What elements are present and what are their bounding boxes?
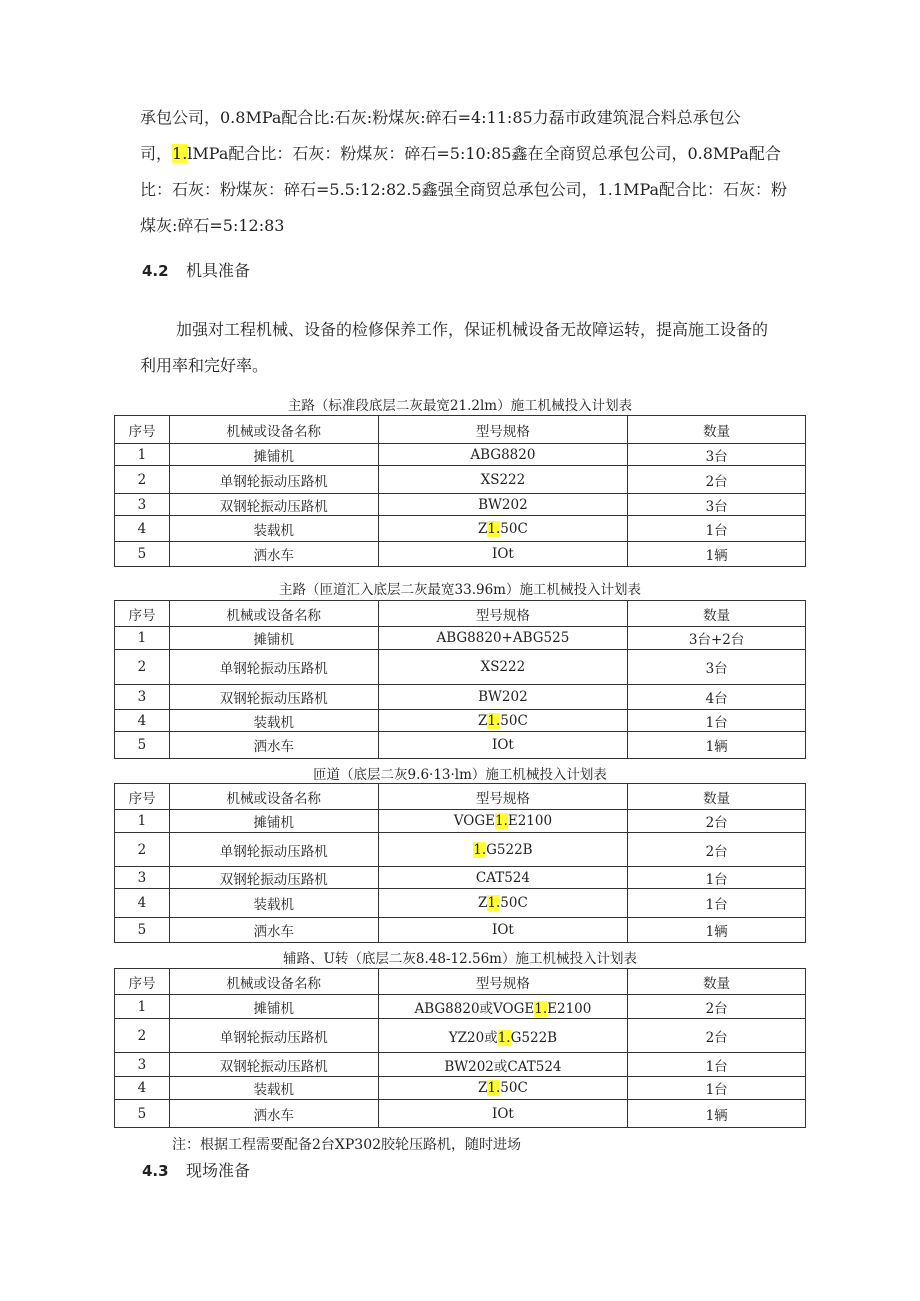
header-model: 型号规格 xyxy=(378,601,628,627)
cell-seq: 1 xyxy=(115,810,170,833)
table-caption: 主路（标准段底层二灰最宽21.2lm）施工机械投入计划表 xyxy=(287,398,633,414)
cell-quantity: 3台+2台 xyxy=(628,627,806,650)
cell-seq: 2 xyxy=(115,466,170,494)
cell-equipment: 单钢轮振动压路机 xyxy=(169,833,378,867)
cell-model: IOt xyxy=(378,918,628,943)
table-row xyxy=(115,867,806,889)
cell-model: XS222 xyxy=(378,650,628,685)
highlight-mark: 1. xyxy=(497,1029,511,1046)
cell-seq: 5 xyxy=(115,918,170,943)
section-heading-4-2 xyxy=(142,258,250,281)
intro-paragraph xyxy=(140,100,812,244)
intro-line-1: 承包公司，0.8MPa配合比:石灰:粉煤灰:碎石=4:11:85力磊市政建筑混合料总承包公 xyxy=(140,108,741,127)
header-qty: 数量 xyxy=(628,969,806,995)
table-header-row xyxy=(115,416,806,444)
table-row xyxy=(115,732,806,759)
cell-seq: 5 xyxy=(115,1100,170,1128)
table-row xyxy=(115,542,806,567)
cell-equipment: 单钢轮振动压路机 xyxy=(169,466,378,494)
highlight-mark: 1. xyxy=(487,895,501,911)
highlight-mark: 1. xyxy=(494,813,508,829)
header-model: 型号规格 xyxy=(378,416,628,444)
table-header-row xyxy=(115,784,806,810)
cell-seq: 2 xyxy=(115,1019,170,1053)
section-title: 机具准备 xyxy=(186,261,251,280)
cell-seq: 1 xyxy=(115,995,170,1019)
cell-seq: 3 xyxy=(115,867,170,889)
equipment-table xyxy=(114,783,806,943)
intro-line-3: 比：石灰：粉煤灰：碎石=5.5:12:82.5鑫强全商贸总承包公司，1.1MPa配合比：石灰：粉 xyxy=(140,180,788,199)
cell-model: ABG8820或VOGE1.E2100 xyxy=(378,995,628,1019)
table-row xyxy=(115,466,806,494)
cell-seq: 1 xyxy=(115,444,170,466)
cell-seq: 4 xyxy=(115,1077,170,1100)
header-model: 型号规格 xyxy=(378,784,628,810)
table-row xyxy=(115,516,806,542)
cell-quantity: 3台 xyxy=(628,444,806,466)
cell-quantity: 4台 xyxy=(628,685,806,710)
table-caption: 辅路、U转（底层二灰8.48-12.56m）施工机械投入计划表 xyxy=(283,951,637,967)
cell-model: IOt xyxy=(378,732,628,759)
machine-line-1: 加强对工程机械、设备的检修保养工作，保证机械设备无故障运转，提高施工设备的 xyxy=(176,320,769,339)
cell-equipment: 洒水车 xyxy=(169,918,378,943)
table-row xyxy=(115,1053,806,1077)
cell-quantity: 2台 xyxy=(628,1019,806,1053)
header-qty: 数量 xyxy=(628,601,806,627)
cell-seq: 5 xyxy=(115,542,170,567)
header-seq: 序号 xyxy=(115,601,170,627)
cell-equipment: 洒水车 xyxy=(169,1100,378,1128)
section-number: 4.3 xyxy=(142,1162,169,1180)
header-seq: 序号 xyxy=(115,784,170,810)
cell-quantity: 1台 xyxy=(628,710,806,732)
cell-model: BW202 xyxy=(378,685,628,710)
cell-equipment: 装载机 xyxy=(169,889,378,918)
cell-equipment: 洒水车 xyxy=(169,542,378,567)
cell-equipment: 双钢轮振动压路机 xyxy=(169,1053,378,1077)
header-name: 机械或设备名称 xyxy=(169,416,378,444)
table-row xyxy=(115,833,806,867)
table-row xyxy=(115,995,806,1019)
equipment-table xyxy=(114,968,806,1128)
header-seq: 序号 xyxy=(115,416,170,444)
table-header-row xyxy=(115,969,806,995)
cell-quantity: 2台 xyxy=(628,466,806,494)
cell-equipment: 装载机 xyxy=(169,516,378,542)
table-header-row xyxy=(115,601,806,627)
highlight-mark: 1. xyxy=(534,1000,548,1017)
table-row xyxy=(115,650,806,685)
equipment-table xyxy=(114,415,806,567)
section-heading-4-3 xyxy=(142,1158,250,1181)
table-row xyxy=(115,444,806,466)
cell-quantity: 1台 xyxy=(628,1053,806,1077)
cell-quantity: 1台 xyxy=(628,867,806,889)
cell-equipment: 双钢轮振动压路机 xyxy=(169,867,378,889)
cell-quantity: 1台 xyxy=(628,516,806,542)
cell-model: XS222 xyxy=(378,466,628,494)
machine-line-2: 利用率和完好率。 xyxy=(140,356,269,375)
cell-quantity: 2台 xyxy=(628,810,806,833)
highlight-mark: 1. xyxy=(473,841,487,858)
table-row xyxy=(115,685,806,710)
cell-equipment: 双钢轮振动压路机 xyxy=(169,494,378,516)
cell-seq: 3 xyxy=(115,494,170,516)
table-note: 注：根据工程需要配备2台XP302胶轮压路机，随时进场 xyxy=(172,1137,522,1153)
cell-model: IOt xyxy=(378,1100,628,1128)
cell-seq: 1 xyxy=(115,627,170,650)
table-row xyxy=(115,627,806,650)
table-row xyxy=(115,494,806,516)
table-row xyxy=(115,889,806,918)
cell-quantity: 1台 xyxy=(628,1077,806,1100)
section-number: 4.2 xyxy=(142,262,169,280)
cell-seq: 5 xyxy=(115,732,170,759)
cell-model: Z1.50C xyxy=(378,710,628,732)
cell-equipment: 双钢轮振动压路机 xyxy=(169,685,378,710)
cell-model: Z1.50C xyxy=(378,889,628,918)
table-row xyxy=(115,710,806,732)
cell-seq: 4 xyxy=(115,516,170,542)
table-caption: 主路（匝道汇入底层二灰最宽33.96m）施工机械投入计划表 xyxy=(279,582,641,598)
table-row xyxy=(115,918,806,943)
cell-equipment: 摊铺机 xyxy=(169,995,378,1019)
cell-equipment: 装载机 xyxy=(169,1077,378,1100)
cell-quantity: 1辆 xyxy=(628,542,806,567)
cell-seq: 3 xyxy=(115,1053,170,1077)
machine-paragraph xyxy=(140,312,812,384)
highlight-mark: 1. xyxy=(487,712,501,729)
table-caption: 匝道（底层二灰9.6·13·lm）施工机械投入计划表 xyxy=(313,767,607,783)
cell-equipment: 单钢轮振动压路机 xyxy=(169,650,378,685)
header-qty: 数量 xyxy=(628,416,806,444)
equipment-table xyxy=(114,600,806,759)
cell-model: BW202 xyxy=(378,494,628,516)
cell-seq: 2 xyxy=(115,833,170,867)
cell-quantity: 2台 xyxy=(628,995,806,1019)
cell-seq: 2 xyxy=(115,650,170,685)
cell-seq: 4 xyxy=(115,889,170,918)
cell-quantity: 1辆 xyxy=(628,732,806,759)
highlight-mark: 1. xyxy=(172,144,188,163)
header-model: 型号规格 xyxy=(378,969,628,995)
cell-model: Z1.50C xyxy=(378,1077,628,1100)
cell-equipment: 摊铺机 xyxy=(169,627,378,650)
cell-quantity: 3台 xyxy=(628,650,806,685)
cell-equipment: 装载机 xyxy=(169,710,378,732)
cell-model: ABG8820 xyxy=(378,444,628,466)
cell-equipment: 单钢轮振动压路机 xyxy=(169,1019,378,1053)
section-title: 现场准备 xyxy=(186,1161,251,1180)
table-row xyxy=(115,1100,806,1128)
cell-model: YZ20或1.G522B xyxy=(378,1019,628,1053)
cell-seq: 3 xyxy=(115,685,170,710)
cell-model: ABG8820+ABG525 xyxy=(378,627,628,650)
cell-quantity: 1辆 xyxy=(628,1100,806,1128)
intro-line-2: 司，1.lMPa配合比：石灰：粉煤灰：碎石=5:10:85鑫在全商贸总承包公司，0.8MPa配合 xyxy=(140,144,781,163)
cell-quantity: 2台 xyxy=(628,833,806,867)
cell-quantity: 1辆 xyxy=(628,918,806,943)
cell-equipment: 摊铺机 xyxy=(169,444,378,466)
cell-quantity: 1台 xyxy=(628,889,806,918)
cell-seq: 4 xyxy=(115,710,170,732)
header-name: 机械或设备名称 xyxy=(169,601,378,627)
cell-model: VOGE1.E2100 xyxy=(378,810,628,833)
header-seq: 序号 xyxy=(115,969,170,995)
header-qty: 数量 xyxy=(628,784,806,810)
cell-model: 1.G522B xyxy=(378,833,628,867)
cell-model: Z1.50C xyxy=(378,516,628,542)
cell-model: CAT524 xyxy=(378,867,628,889)
header-name: 机械或设备名称 xyxy=(169,969,378,995)
intro-line-4: 煤灰:碎石=5:12:83 xyxy=(140,216,285,235)
header-name: 机械或设备名称 xyxy=(169,784,378,810)
cell-model: IOt xyxy=(378,542,628,567)
table-row xyxy=(115,1077,806,1100)
table-row xyxy=(115,810,806,833)
cell-equipment: 洒水车 xyxy=(169,732,378,759)
highlight-mark: 1. xyxy=(487,520,501,537)
cell-model: BW202或CAT524 xyxy=(378,1053,628,1077)
table-row xyxy=(115,1019,806,1053)
highlight-mark: 1. xyxy=(487,1080,501,1096)
cell-equipment: 摊铺机 xyxy=(169,810,378,833)
cell-quantity: 3台 xyxy=(628,494,806,516)
